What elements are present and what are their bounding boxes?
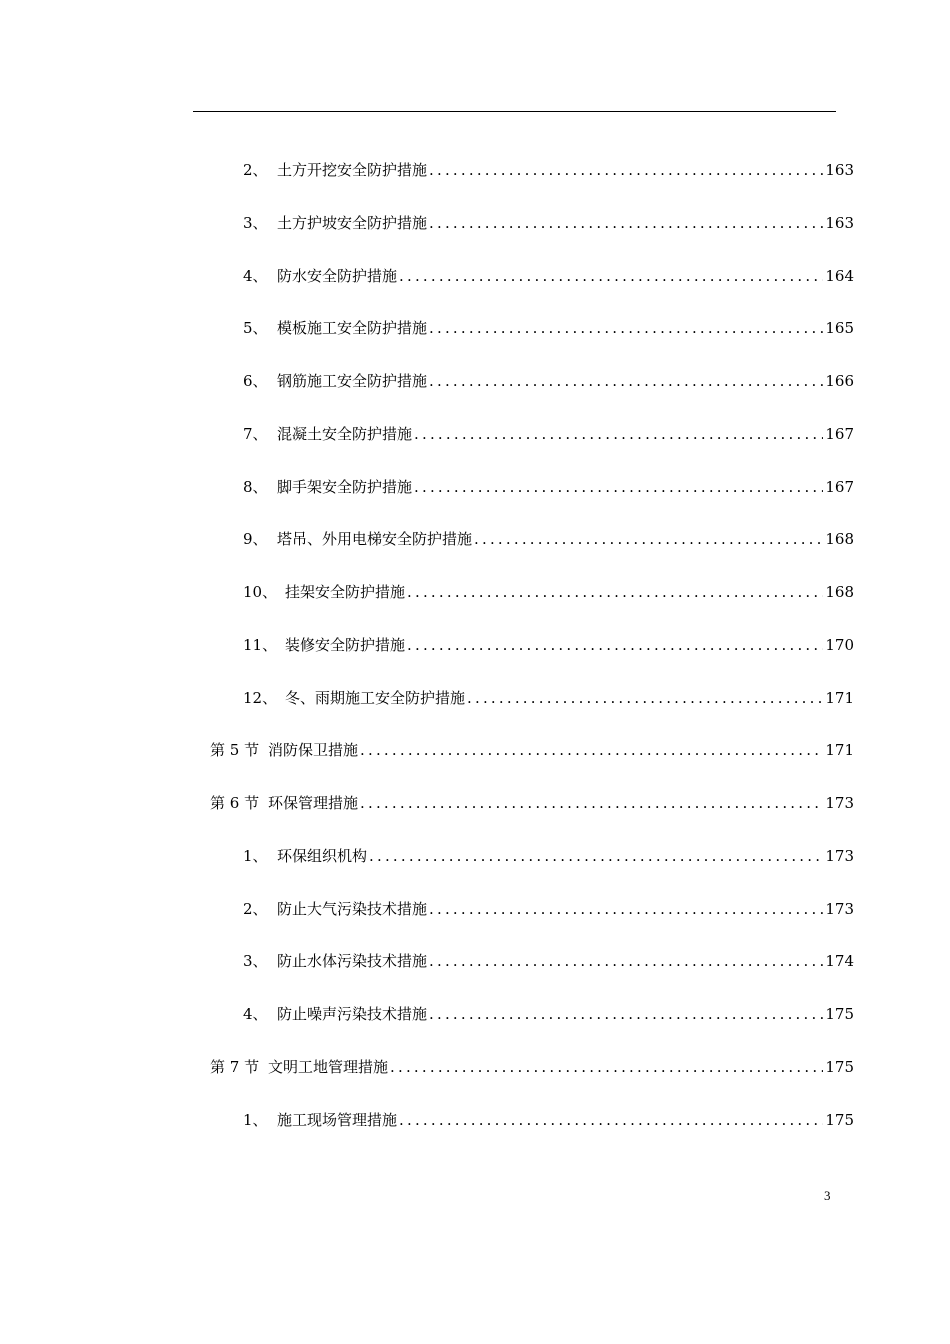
dot-leader xyxy=(360,792,823,814)
toc-entry-page: 163 xyxy=(825,214,854,232)
toc-entry[interactable] xyxy=(243,423,854,445)
dot-leader xyxy=(414,423,823,445)
dot-leader xyxy=(429,1003,823,1025)
toc-entry-number: 9、 xyxy=(243,530,268,548)
toc-entry-page: 167 xyxy=(825,478,854,496)
toc-entry-number: 5、 xyxy=(243,319,268,337)
dot-leader xyxy=(360,739,823,761)
toc-entry-number: 第 7 节 xyxy=(210,1058,260,1076)
toc-entry-number: 4、 xyxy=(243,1005,268,1023)
toc-entry[interactable] xyxy=(243,265,854,287)
toc-entry-title: 防止水体污染技术措施 xyxy=(277,952,428,970)
dot-leader xyxy=(429,370,823,392)
toc-entry-title: 模板施工安全防护措施 xyxy=(277,319,428,337)
toc-entry-page: 164 xyxy=(825,267,854,285)
toc-entry-title: 施工现场管理措施 xyxy=(277,1111,398,1129)
toc-entry-title: 土方开挖安全防护措施 xyxy=(277,161,428,179)
toc-entry-number: 2、 xyxy=(243,900,268,918)
toc-entry[interactable] xyxy=(243,476,854,498)
toc-entry-title: 消防保卫措施 xyxy=(268,741,359,759)
page-number: 3 xyxy=(824,1188,831,1203)
toc-entry-title: 防水安全防护措施 xyxy=(277,267,398,285)
toc-entry-number: 12、 xyxy=(243,689,278,707)
toc-entry[interactable] xyxy=(243,1003,854,1025)
toc-entry-number: 1、 xyxy=(243,847,268,865)
toc-entry[interactable] xyxy=(243,687,854,709)
toc-entry[interactable] xyxy=(210,739,854,761)
toc-entry-page: 173 xyxy=(825,794,854,812)
toc-entry[interactable] xyxy=(243,950,854,972)
toc-entry[interactable] xyxy=(243,159,854,181)
toc-entry-page: 175 xyxy=(825,1111,854,1129)
toc-entry-number: 3、 xyxy=(243,952,268,970)
toc-entry-number: 3、 xyxy=(243,214,268,232)
toc-entry-title: 文明工地管理措施 xyxy=(268,1058,389,1076)
toc-entry-page: 163 xyxy=(825,161,854,179)
toc-entry-page: 168 xyxy=(825,583,854,601)
dot-leader xyxy=(414,476,823,498)
toc-entry-title: 防止噪声污染技术措施 xyxy=(277,1005,428,1023)
toc-entry-title: 装修安全防护措施 xyxy=(285,636,406,654)
toc-entry-number: 8、 xyxy=(243,478,268,496)
toc-entry-title: 钢筋施工安全防护措施 xyxy=(277,372,428,390)
toc-entry-title: 环保组织机构 xyxy=(277,847,368,865)
toc-entry-page: 173 xyxy=(825,900,854,918)
toc-entry-number: 第 5 节 xyxy=(210,741,260,759)
toc-entry-page: 175 xyxy=(825,1058,854,1076)
toc-entry-number: 第 6 节 xyxy=(210,794,260,812)
dot-leader xyxy=(429,317,823,339)
toc-entry-page: 173 xyxy=(825,847,854,865)
toc-entry[interactable] xyxy=(243,845,854,867)
dot-leader xyxy=(399,265,823,287)
toc-entry-number: 1、 xyxy=(243,1111,268,1129)
toc-entry-title: 防止大气污染技术措施 xyxy=(277,900,428,918)
toc-entry-page: 175 xyxy=(825,1005,854,1023)
dot-leader xyxy=(407,634,823,656)
toc-entry-title: 混凝土安全防护措施 xyxy=(277,425,413,443)
dot-leader xyxy=(407,581,823,603)
dot-leader xyxy=(429,159,823,181)
toc-entry[interactable] xyxy=(243,212,854,234)
dot-leader xyxy=(429,898,823,920)
toc-entry-number: 4、 xyxy=(243,267,268,285)
toc-entry-page: 170 xyxy=(825,636,854,654)
toc-entry-page: 174 xyxy=(825,952,854,970)
toc-entry-title: 土方护坡安全防护措施 xyxy=(277,214,428,232)
toc-entry-number: 6、 xyxy=(243,372,268,390)
toc-entry[interactable] xyxy=(210,1056,854,1078)
toc-entry-page: 166 xyxy=(825,372,854,390)
toc-entry-title: 脚手架安全防护措施 xyxy=(277,478,413,496)
toc-entry-number: 7、 xyxy=(243,425,268,443)
toc-entry-page: 171 xyxy=(825,741,854,759)
toc-entry-page: 168 xyxy=(825,530,854,548)
dot-leader xyxy=(369,845,823,867)
dot-leader xyxy=(429,212,823,234)
toc-entry[interactable] xyxy=(243,581,854,603)
toc-entry[interactable] xyxy=(243,1109,854,1131)
toc-entry[interactable] xyxy=(210,792,854,814)
toc-entry[interactable] xyxy=(243,898,854,920)
toc-entry-page: 171 xyxy=(825,689,854,707)
toc-entry-title: 塔吊、外用电梯安全防护措施 xyxy=(277,530,473,548)
toc-entry[interactable] xyxy=(243,634,854,656)
toc-entry-title: 挂架安全防护措施 xyxy=(285,583,406,601)
dot-leader xyxy=(474,528,823,550)
toc-entry-number: 10、 xyxy=(243,583,278,601)
toc-entry-page: 165 xyxy=(825,319,854,337)
toc-entry[interactable] xyxy=(243,370,854,392)
dot-leader xyxy=(429,950,823,972)
toc-entry[interactable] xyxy=(243,528,854,550)
toc-entry-title: 环保管理措施 xyxy=(268,794,359,812)
toc-entry-number: 2、 xyxy=(243,161,268,179)
toc-entry-page: 167 xyxy=(825,425,854,443)
dot-leader xyxy=(390,1056,823,1078)
toc-entry-title: 冬、雨期施工安全防护措施 xyxy=(285,689,466,707)
toc-entry[interactable] xyxy=(243,317,854,339)
toc-entry-number: 11、 xyxy=(243,636,278,654)
dot-leader xyxy=(399,1109,823,1131)
dot-leader xyxy=(467,687,823,709)
